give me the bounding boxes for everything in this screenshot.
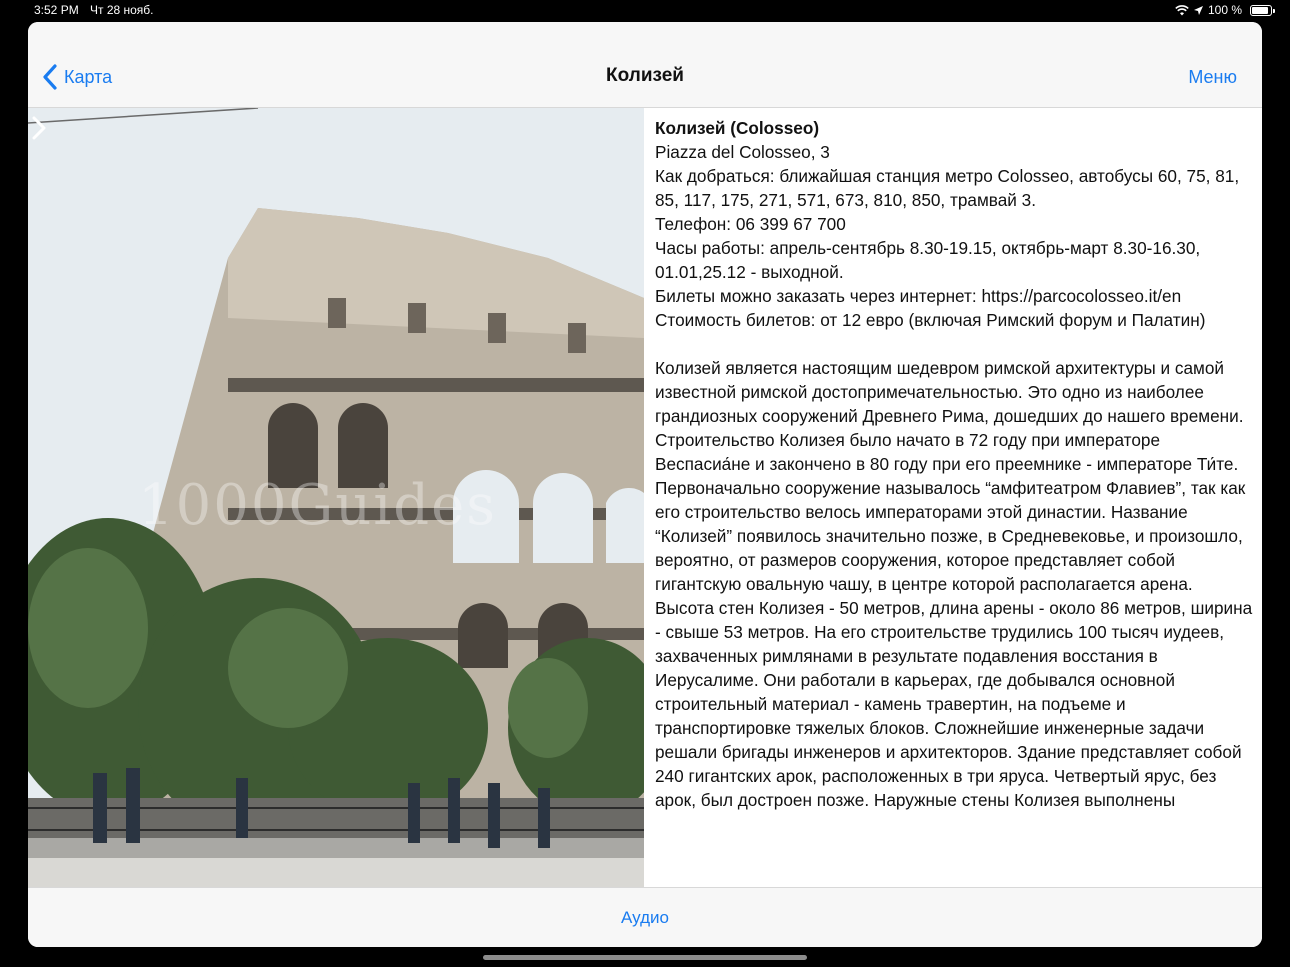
battery-icon [1250,5,1272,16]
status-indicators [1175,3,1272,17]
detail-screen [28,22,1262,947]
colosseum-photo[interactable] [28,108,644,887]
menu-button[interactable]: Меню [1188,67,1237,87]
chevron-right-icon[interactable] [28,108,52,148]
info-description: Колизей является настоящим шедевром римской архитектуры и самой известной римской достопримечательностью. Это одно из наиболее грандиозных сооружений Древнего Рима, дошедших до нашего времени. Строительство Колизея было начато в 72 году при императоре Веспасиа́не и закончено в 80 году при его преемнике - императоре Ти́те. Первоначально сооружение называлось “амфитеатром Флавиев”, так как его строительство велось императорами этой династии. Название “Колизей” появилось значительно позже, в Средневековье, и произошло, вероятно, от размеров сооружения, которое представляет собой гигантскую овальную чашу, в центре которой располагается арена. Высота стен Колизея - 50 метров, длина арены - около 86 метров, ширина - свыше 53 метров. На его строительстве трудились 100 тысяч иудеев, захваченных римлянами в результате подавления восстания в Иерусалиме. Они работали в карьерах, где добывался основной строительный материал - камень травертин, на подъеме и транспортировке тяжелых блоков. Сложнейшие инженерные задачи решали бригады инженеров и архитекторов. Здание представляет собой 240 гигантских арок, расположенных в три яруса. Четвертый ярус, без арок, был достроен позже. Наружные стены Колизея выполнены [655,358,1253,810]
status-bar [0,0,1290,22]
paragraph-gap [655,332,1255,356]
info-heading: Колизей (Colosseo) [655,118,820,138]
info-phone: Телефон: 06 399 67 700 [655,214,846,234]
audio-button[interactable]: Аудио [621,908,669,927]
battery-fill [1252,7,1268,14]
navigation-bar [28,22,1262,108]
wifi-icon [1175,5,1189,16]
location-arrow-icon [1194,6,1203,15]
info-tickets: Билеты можно заказать через интернет: https://parcocolosseo.it/en [655,286,1182,306]
info-hours: Часы работы: апрель-сентябрь 8.30-19.15, октябрь-март 8.30-16.30, 01.01,25.12 - выходной. [655,238,1201,282]
page-title: Колизей [606,65,684,86]
photo-watermark: 1000Guides [138,473,497,538]
status-time: 3:52 PM [34,3,79,17]
info-price: Стоимость билетов: от 12 евро (включая Римский форум и Палатин) [655,310,1206,330]
bottom-toolbar [28,887,1262,947]
battery-cap [1273,9,1275,13]
battery-percent: 100 % [1207,3,1242,17]
info-address: Piazza del Colosseo, 3 [655,142,830,162]
home-indicator[interactable] [483,955,807,960]
info-text [655,116,1255,887]
status-date: Чт 28 нояб. [90,3,154,17]
info-directions: Как добраться: ближайшая станция метро Colosseo, автобусы 60, 75, 81, 85, 117, 175, 271, 571, 673, 810, 850, трамвай 3. [655,166,1240,210]
back-button-label: Карта [64,66,113,87]
